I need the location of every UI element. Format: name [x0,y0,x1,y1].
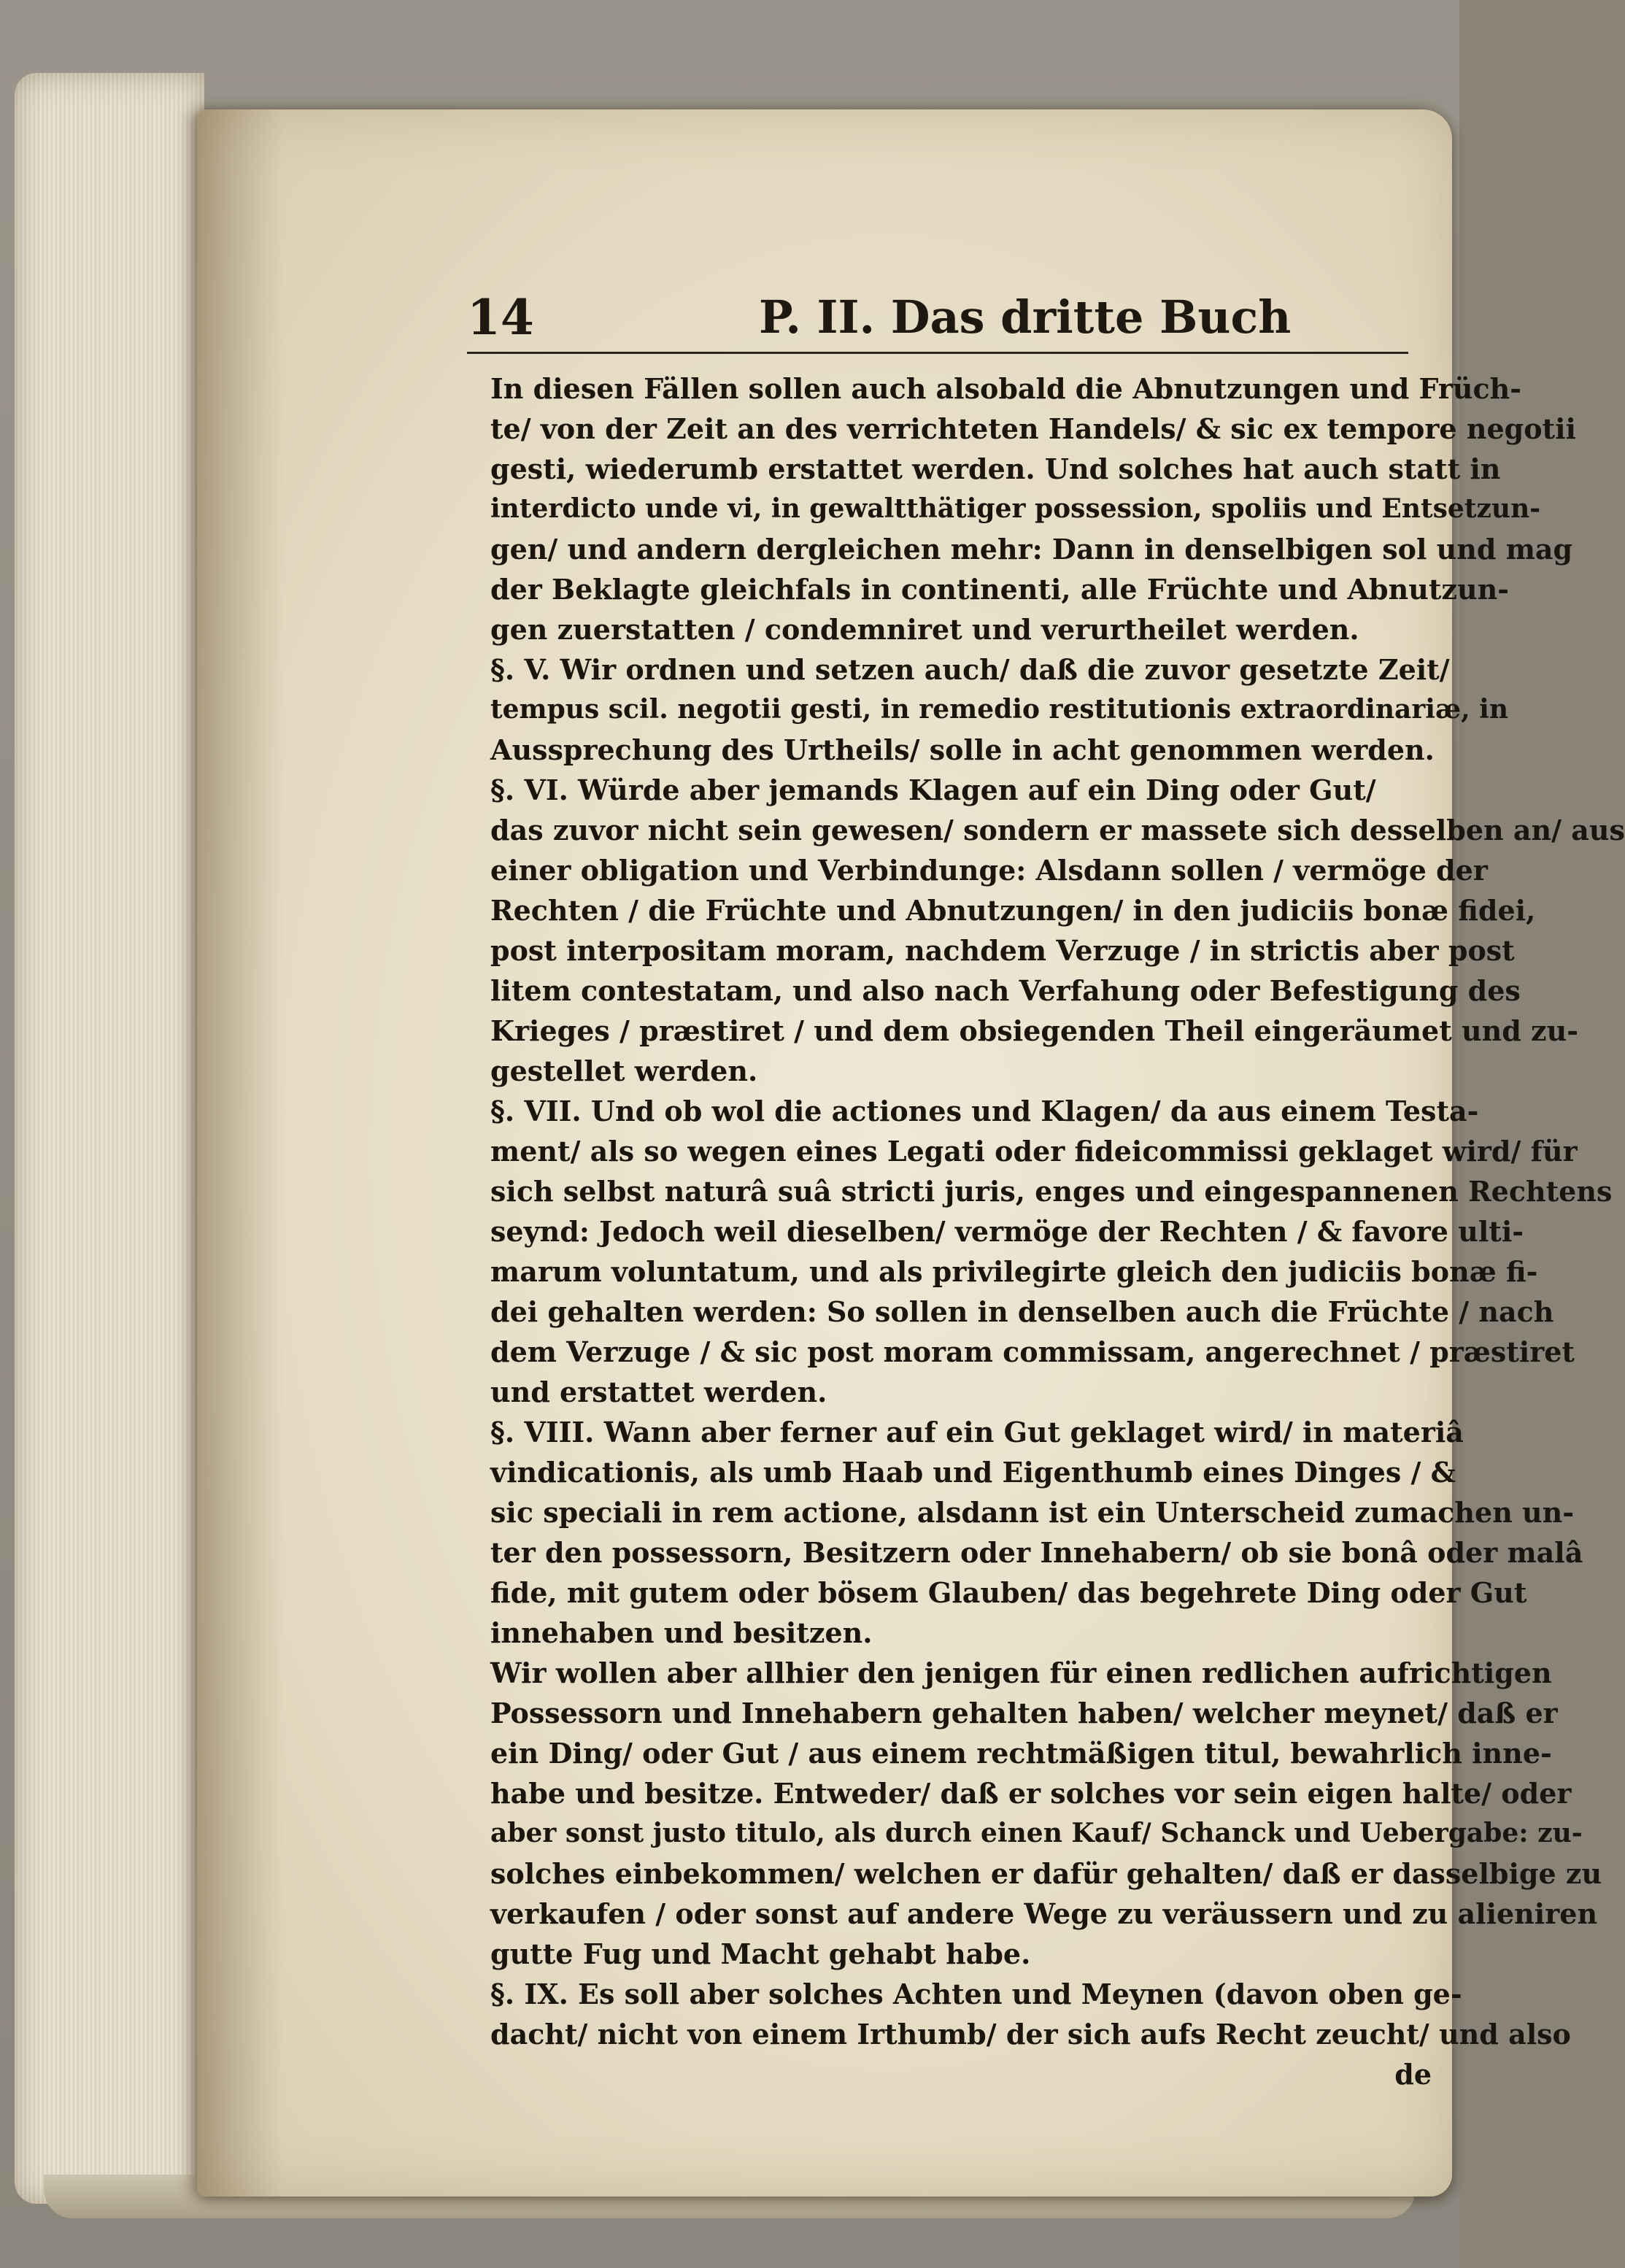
section-heading-vi: §. VI. Würde aber jemands Klagen auf ein Ding oder Gut/ [490,774,1376,806]
text-line: der Beklagte gleichfals in continenti, alle Früchte und Abnutzun- [490,573,1509,606]
text-line: gen zuerstatten / condemniret und verurtheilet werden. [490,613,1359,646]
body-text [490,369,1625,2094]
running-head [467,285,1430,354]
head-rule [467,352,1408,354]
text-line: sic speciali in rem actione, alsdann ist ein Unterscheid zumachen un- [490,1496,1575,1529]
text-line: sich selbst naturâ suâ stricti juris, enges und eingespannenen Rechtens [490,1175,1613,1208]
text-line: te/ von der Zeit an des verrichteten Handels/ & sic ex tempore negotii [490,412,1576,445]
catchword: de [1394,2058,1432,2091]
text-line: dacht/ nicht von einem Irthumb/ der sich aufs Recht zeucht/ und also [490,2018,1571,2051]
running-head-title: P. II. Das dritte Buch [759,290,1292,344]
text-line: fide, mit gutem oder bösem Glauben/ das begehrete Ding oder Gut [490,1576,1527,1609]
text-line: marum voluntatum, und als privilegirte gleich den judiciis bonæ fi- [490,1255,1538,1288]
section-heading-viii: §. VIII. Wann aber ferner auf ein Gut geklaget wird/ in materiâ [490,1416,1464,1449]
text-line: gen/ und andern dergleichen mehr: Dann in denselbigen sol und mag [490,533,1573,566]
text-line: gesti, wiederumb erstattet werden. Und solches hat auch statt in [490,452,1501,485]
text-line: und erstattet werden. [490,1376,827,1408]
text-line: seynd: Jedoch weil dieselben/ vermöge der Rechten / & favore ulti- [490,1215,1524,1248]
gutter-shadow [197,109,285,2196]
text-line: verkaufen / oder sonst auf andere Wege zu veräussern und zu alieniren [490,1897,1598,1930]
text-line: litem contestatam, und also nach Verfahung oder Befestigung des [490,974,1521,1007]
text-line: solches einbekommen/ welchen er dafür gehalten/ daß er dasselbige zu [490,1857,1602,1890]
text-line: vindicationis, als umb Haab und Eigenthumb eines Dinges / & [490,1456,1456,1489]
text-line: tempus scil. negotii gesti, in remedio restitutionis extraordinariæ, in [490,694,1508,725]
text-line: gestellet werden. [490,1054,758,1087]
text-line: dem Verzuge / & sic post moram commissam, angerechnet / præstiret [490,1335,1575,1368]
section-heading-ix: §. IX. Es soll aber solches Achten und Meynen (davon oben ge- [490,1978,1462,2010]
text-line: innehaben und besitzen. [490,1616,873,1649]
text-line: habe und besitze. Entweder/ daß er solches vor sein eigen halte/ oder [490,1777,1572,1810]
text-line: In diesen Fällen sollen auch alsobald die Abnutzungen und Früch- [490,372,1522,405]
text-line: interdicto unde vi, in gewaltthätiger possession, spoliis und Entsetzun- [490,493,1541,524]
page-number: 14 [467,289,534,346]
section-heading-vii: §. VII. Und ob wol die actiones und Klagen/ da aus einem Testa- [490,1095,1479,1127]
text-line: Rechten / die Früchte und Abnutzungen/ in den judiciis bonæ fidei, [490,894,1536,927]
text-line: Krieges / præstiret / und dem obsiegenden Theil eingeräumet und zu- [490,1014,1579,1047]
text-line: aber sonst justo titulo, als durch einen Kauf/ Schanck und Uebergabe: zu- [490,1818,1583,1848]
section-heading-v: §. V. Wir ordnen und setzen auch/ daß die zuvor gesetzte Zeit/ [490,653,1450,686]
book-page-edges [15,73,204,2204]
text-line: Possessorn und Innehabern gehalten haben/ welcher meynet/ daß er [490,1697,1558,1729]
text-line: Aussprechung des Urtheils/ solle in acht genommen werden. [490,733,1435,766]
text-line: gutte Fug und Macht gehabt habe. [490,1937,1031,1970]
text-line: ein Ding/ oder Gut / aus einem rechtmäßigen titul, bewahrlich inne- [490,1737,1552,1770]
text-line: ter den possessorn, Besitzern oder Innehabern/ ob sie bonâ oder malâ [490,1536,1583,1569]
text-line: einer obligation und Verbindunge: Alsdann sollen / vermöge der [490,854,1488,887]
text-line: das zuvor nicht sein gewesen/ sondern er massete sich desselben an/ aus [490,814,1625,846]
text-line: ment/ als so wegen eines Legati oder fideicommissi geklaget wird/ für [490,1135,1578,1168]
text-line: dei gehalten werden: So sollen in denselben auch die Früchte / nach [490,1295,1554,1328]
text-line: post interpositam moram, nachdem Verzuge / in strictis aber post [490,934,1515,967]
text-line: Wir wollen aber allhier den jenigen für einen redlichen aufrichtigen [490,1656,1552,1689]
